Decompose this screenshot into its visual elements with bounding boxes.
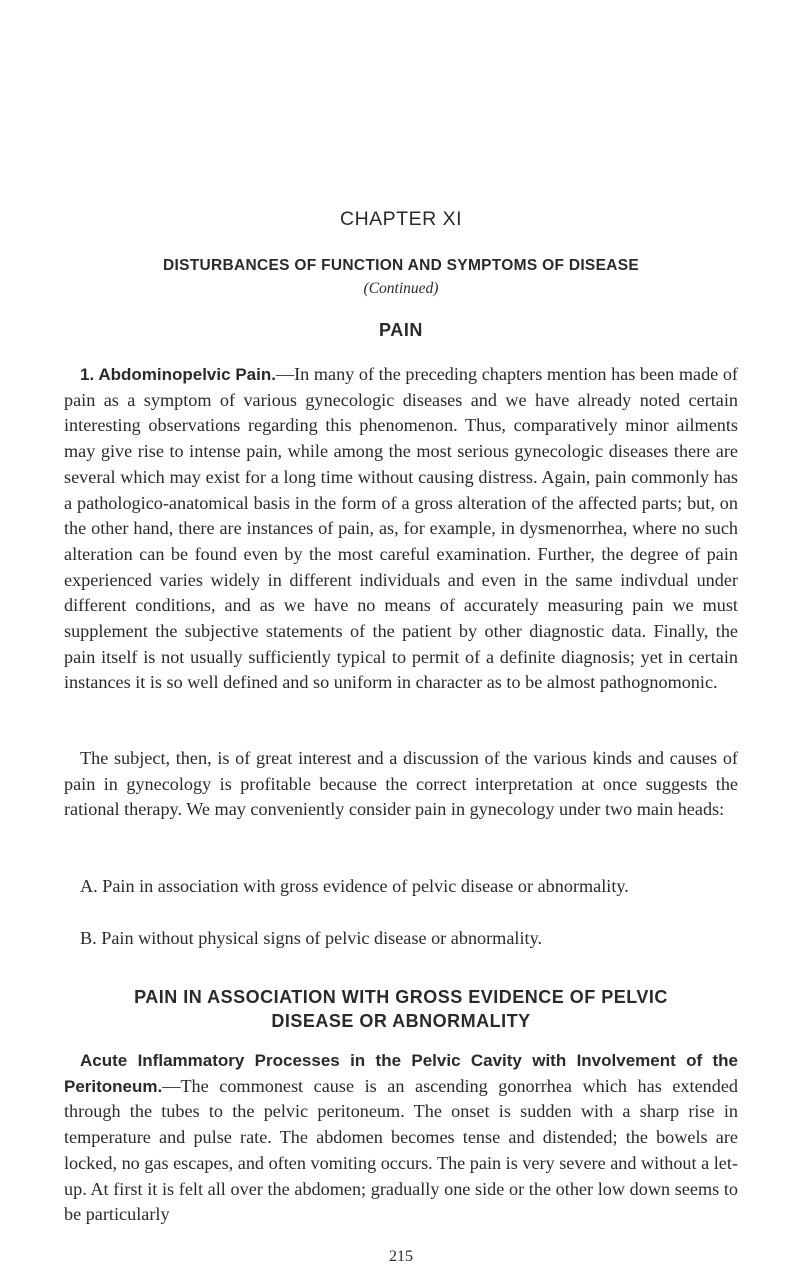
major-heading-line-1: PAIN IN ASSOCIATION WITH GROSS EVIDENCE OF PELVIC <box>134 987 668 1007</box>
chapter-title: CHAPTER XI <box>339 208 463 230</box>
book-page <box>64 0 738 1282</box>
paragraph-abdominopelvic-pain <box>64 362 738 696</box>
page-number: 215 <box>389 1248 413 1265</box>
continued-note: (Continued) <box>363 280 439 297</box>
paragraph-acute-inflammatory <box>64 1048 738 1228</box>
subsection-lead: Acute Inflammatory Processes in the Pelvic Cavity with Involvement of the Peritoneum. <box>64 1051 738 1096</box>
list-item-b: B. Pain without physical signs of pelvic disease or abnormality. <box>80 928 543 948</box>
subsection-text: —The commonest cause is an ascending gonorrhea which has extended through the tubes to the pelvic peritoneum. The onset is sudden with a sharp rise in temperature and pulse rate. The abdomen becomes tense and distended; the bowels are locked, no gas escapes, and often vomiting occurs. The pain is very severe and without a let-up. At first it is felt all over the abdomen; gradually one side or the other low down seems to be particularly <box>64 1075 738 1225</box>
paragraph-lead: 1. Abdominopelvic Pain. <box>80 365 276 384</box>
paragraph-text: —In many of the preceding chapters mention has been made of pain as a symptom of various gynecologic diseases and we have already noted certain interesting observations regarding this phenomenon. Thus, comparatively minor ailments may give rise to intense pain, while among the most serious gynecologic diseases there are several which may exist for a long time without causing distress. Again, pain commonly has a pathologico-anatomical basis in the form of a gross alteration of the affected parts; but, on the other hand, there are instances of pain, as, for example, in dysmenorrhea, where no such alteration can be found even by the most careful examination. Further, the degree of pain experienced varies widely in different individuals and even in the same indivdual under different conditions, and as we have no means of accurately measuring pain we must supplement the subjective statements of the patient by other diagnostic data. Finally, the pain itself is not usually sufficiently typical to permit of a definite diagnosis; yet in certain instances it is so well defined and so uniform in character as to be almost pathognomonic. <box>64 364 738 693</box>
major-heading <box>64 985 738 1033</box>
section-heading-pain: PAIN <box>378 320 424 340</box>
part-title: DISTURBANCES OF FUNCTION AND SYMPTOMS OF DISEASE <box>163 257 639 274</box>
paragraph-subject: The subject, then, is of great interest and a discussion of the various kinds and causes of pain in gynecology is profitable because the correct interpretation at once suggests the rational therapy. We may conveniently consider pain in gynecology under two main heads: <box>64 748 738 820</box>
list-item-a: A. Pain in association with gross evidence of pelvic disease or abnormality. <box>80 876 629 896</box>
major-heading-line-2: DISEASE OR ABNORMALITY <box>271 1011 531 1031</box>
